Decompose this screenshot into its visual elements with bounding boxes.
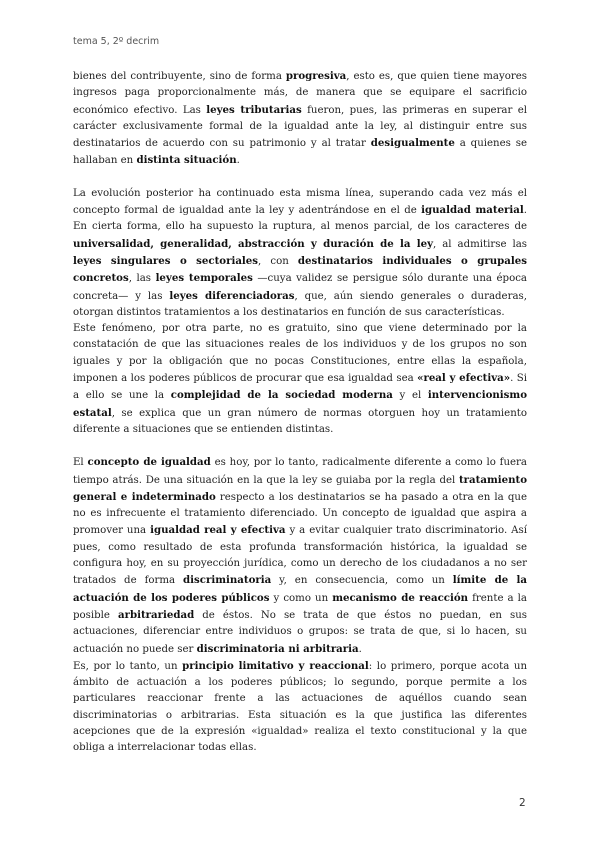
text-run: de éstos. No se trata de que éstos no puedan, en sus actuaciones, diferenciar entre individuos o grupos: se trata de que, si lo hacen, su actuación no puede ser	[73, 609, 527, 655]
text-run: , las	[128, 273, 156, 285]
text-run: respecto a los destinatarios se ha pasado a otra en la que no es infrecuente el tratamiento diferenciado. Un concepto de igualdad que aspira a promover una	[73, 491, 527, 537]
bold-term: progresiva	[285, 70, 347, 82]
text-run: frente a la posible	[73, 592, 527, 621]
bold-term: leyes diferenciadoras	[169, 289, 295, 302]
bold-term: «real y efectiva»	[417, 372, 511, 385]
text-run: y a evitar cualquier trato discriminatorio. Así pues, como resultado de esta profunda transformación histórica, la igualdad se configura hoy, en su proyección jurídica, como un derecho de los ciudadanos a no ser tratados de forma	[73, 525, 527, 587]
page-header: tema 5, 2º decrim	[73, 36, 160, 47]
bold-term: mecanismo de reacción	[332, 591, 469, 604]
text-run: : lo primero, porque acota un ámbito de actuación a los poderes públicos; lo segundo, porque permite a los particulares reaccionar frente a las actuaciones de aquéllos cuando sean discriminatorias o arbitrarias. Esta situación es la que justifica las diferentes acepciones que de la expresión «igualdad» realiza el texto constitucional y la que obliga a interrelacionar todas ellas.	[73, 660, 528, 754]
text-run: y, en consecuencia, como un	[271, 575, 453, 587]
bold-term: arbitrariedad	[118, 608, 195, 621]
text-run: a quienes se hallaban en	[73, 138, 527, 167]
text-run: . Si a ello se une la	[73, 373, 528, 402]
bold-term: intervencionismo estatal	[73, 389, 527, 419]
text-run: fueron, pues, las primeras en superar el carácter exclusivamente formal de la igualdad ante la ley, al distinguir entre sus destinatarios de acuerdo con su patrimonio y al tratar	[73, 104, 528, 150]
text-run: .	[358, 643, 362, 655]
paragraph	[73, 321, 527, 438]
text-run: , esto es, que quien tiene mayores ingresos paga proporcionalmente más, de manera que se equipare el sacrificio económico efectivo. Las	[73, 71, 527, 116]
bold-term: discriminatoria	[183, 574, 272, 587]
bold-term: límite de la actuación de los poderes públicos	[73, 574, 527, 604]
paragraph	[73, 658, 527, 757]
text-run: y como un	[269, 592, 333, 604]
bold-term: distinta situación	[136, 154, 237, 167]
text-run: .	[236, 155, 240, 167]
text-run: , con	[258, 255, 298, 267]
text-run: Es, por lo tanto, un	[73, 660, 183, 672]
text-run: . En cierta forma, ello ha supuesto la ruptura, al menos parcial, de los caracteres de	[73, 205, 528, 233]
bold-term: principio limitativo y reaccional	[182, 659, 369, 672]
bold-term: igualdad material	[421, 204, 524, 217]
bold-term: desigualmente	[370, 137, 455, 150]
text-run: bienes del contribuyente, sino de forma	[73, 71, 286, 82]
text-run: Este fenómeno, por otra parte, no es gratuito, sino que viene determinado por la constatación de que las situaciones reales de los individuos y de los grupos no son iguales y por la obligación que no pocas Constituciones, entre ellas la española, imponen a los poderes públicos de procurar que esa igualdad sea	[73, 323, 527, 385]
text-run: es hoy, por lo tanto, radicalmente diferente a como lo fuera tiempo atrás. De una situación en la que la ley se guiaba por la regla del	[73, 457, 527, 486]
text-run: y el	[392, 390, 428, 402]
bold-term: complejidad de la sociedad moderna	[170, 389, 393, 402]
bold-term: leyes tributarias	[206, 103, 302, 116]
text-run: La evolución posterior ha continuado esta misma línea, superando cada vez más el concepto formal de igualdad ante la ley y adentrándose en el de	[73, 187, 527, 217]
bold-term: leyes temporales	[155, 272, 253, 285]
text-run: , al admitirse las	[433, 238, 528, 250]
text-run: —cuya validez se persigue sólo durante una época concreta— y las	[73, 273, 527, 302]
text-run: , que, aún siendo generales o duraderas, otorgan distintos tratamientos a los destinatarios en función de sus características.	[73, 290, 527, 318]
paragraph	[73, 186, 527, 321]
paragraph	[73, 454, 527, 658]
bold-term: discriminatoria ni arbitraria	[196, 642, 359, 655]
bold-term: universalidad, generalidad, abstracción y duración de la ley	[73, 237, 434, 250]
page-number: 2	[519, 797, 526, 809]
bold-term: tratamiento general e indeterminado	[73, 473, 527, 503]
bold-term: igualdad real y efectiva	[150, 524, 286, 537]
bold-term: leyes singulares o sectoriales	[73, 254, 259, 267]
text-run: El	[73, 457, 88, 469]
document-body	[73, 68, 527, 757]
paragraph	[73, 68, 527, 170]
bold-term: destinatarios individuales o grupales concretos	[73, 254, 527, 285]
bold-term: concepto de igualdad	[87, 456, 211, 469]
text-run: , se explica que un gran número de normas otorguen hoy un tratamiento diferente a situaciones que se entienden distintas.	[73, 407, 527, 435]
